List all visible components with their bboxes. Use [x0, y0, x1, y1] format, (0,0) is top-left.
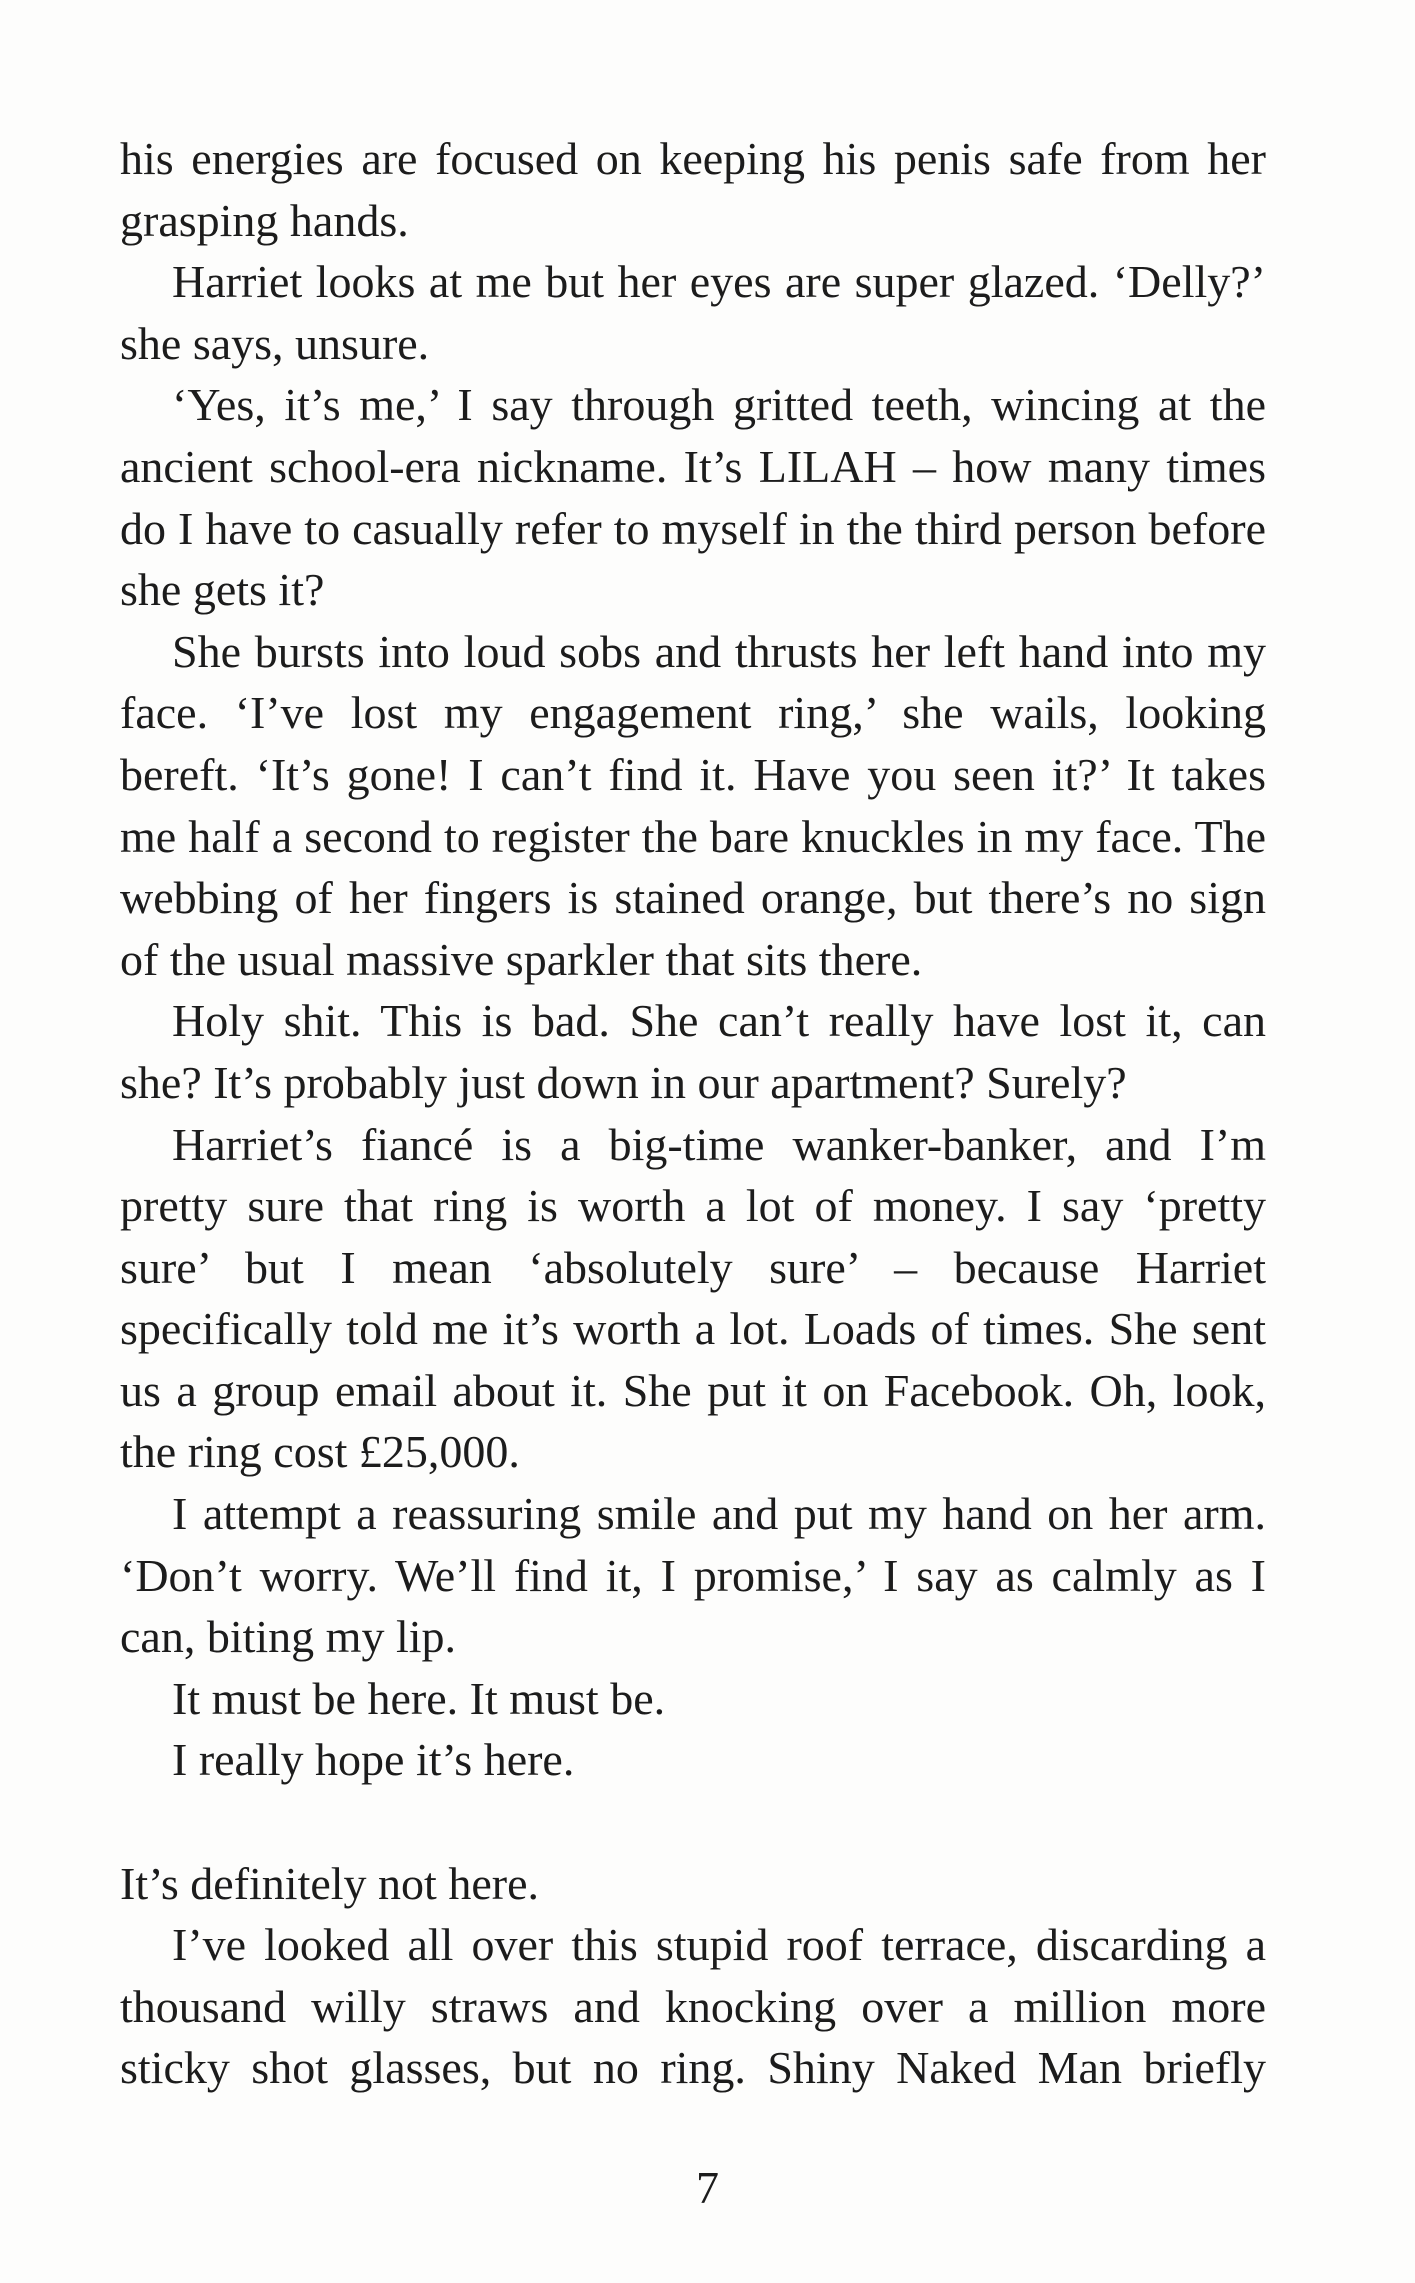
section-break: [120, 1791, 1266, 1853]
page-number: 7: [696, 2162, 719, 2213]
paragraph-3: ‘Yes, it’s me,’ I say through gritted teeth, wincing at the ancient school-era nickname. It’s LILAH – how many times do I have to casually refer to myself in the third person before she gets it?: [120, 379, 1266, 616]
paragraph-8: It must be here. It must be.: [172, 1672, 666, 1724]
page-body: [120, 128, 1266, 2099]
paragraph-5: Holy shit. This is bad. She can’t really have lost it, can she? It’s probably just down in our apartment? Surely?: [120, 995, 1266, 1108]
paragraph-6: Harriet’s fiancé is a big-time wanker-banker, and I’m pretty sure that ring is worth a lot of money. I say ‘pretty sure’ but I mean ‘absolutely sure’ – because Harriet specifically told me it’s worth a lot. Loads of times. She sent us a group email about it. She put it on Facebook. Oh, look, the ring cost £25,000.: [120, 1118, 1266, 1478]
paragraph-4: She bursts into loud sobs and thrusts her left hand into my face. ‘I’ve lost my engagement ring,’ she wails, looking bereft. ‘It’s gone! I can’t find it. Have you seen it?’ It takes me half a second to register the bare knuckles in my face. The webbing of her fingers is stained orange, but there’s no sign of the usual massive sparkler that sits there.: [120, 625, 1266, 985]
paragraph-9: I really hope it’s here.: [172, 1734, 575, 1786]
paragraph-11: I’ve looked all over this stupid roof terrace, discarding a thousand willy straws and knocking over a million more sticky shot glasses, but no ring. Shiny Naked Man briefly: [120, 1919, 1266, 2094]
paragraph-2: Harriet looks at me but her eyes are super glazed. ‘Delly?’ she says, unsure.: [120, 256, 1266, 369]
paragraph-1: his energies are focused on keeping his penis safe from her grasping hands.: [120, 133, 1266, 246]
paragraph-10: It’s definitely not here.: [120, 1857, 539, 1909]
paragraph-7: I attempt a reassuring smile and put my hand on her arm. ‘Don’t worry. We’ll find it, I promise,’ I say as calmly as I can, biting my lip.: [120, 1488, 1266, 1663]
